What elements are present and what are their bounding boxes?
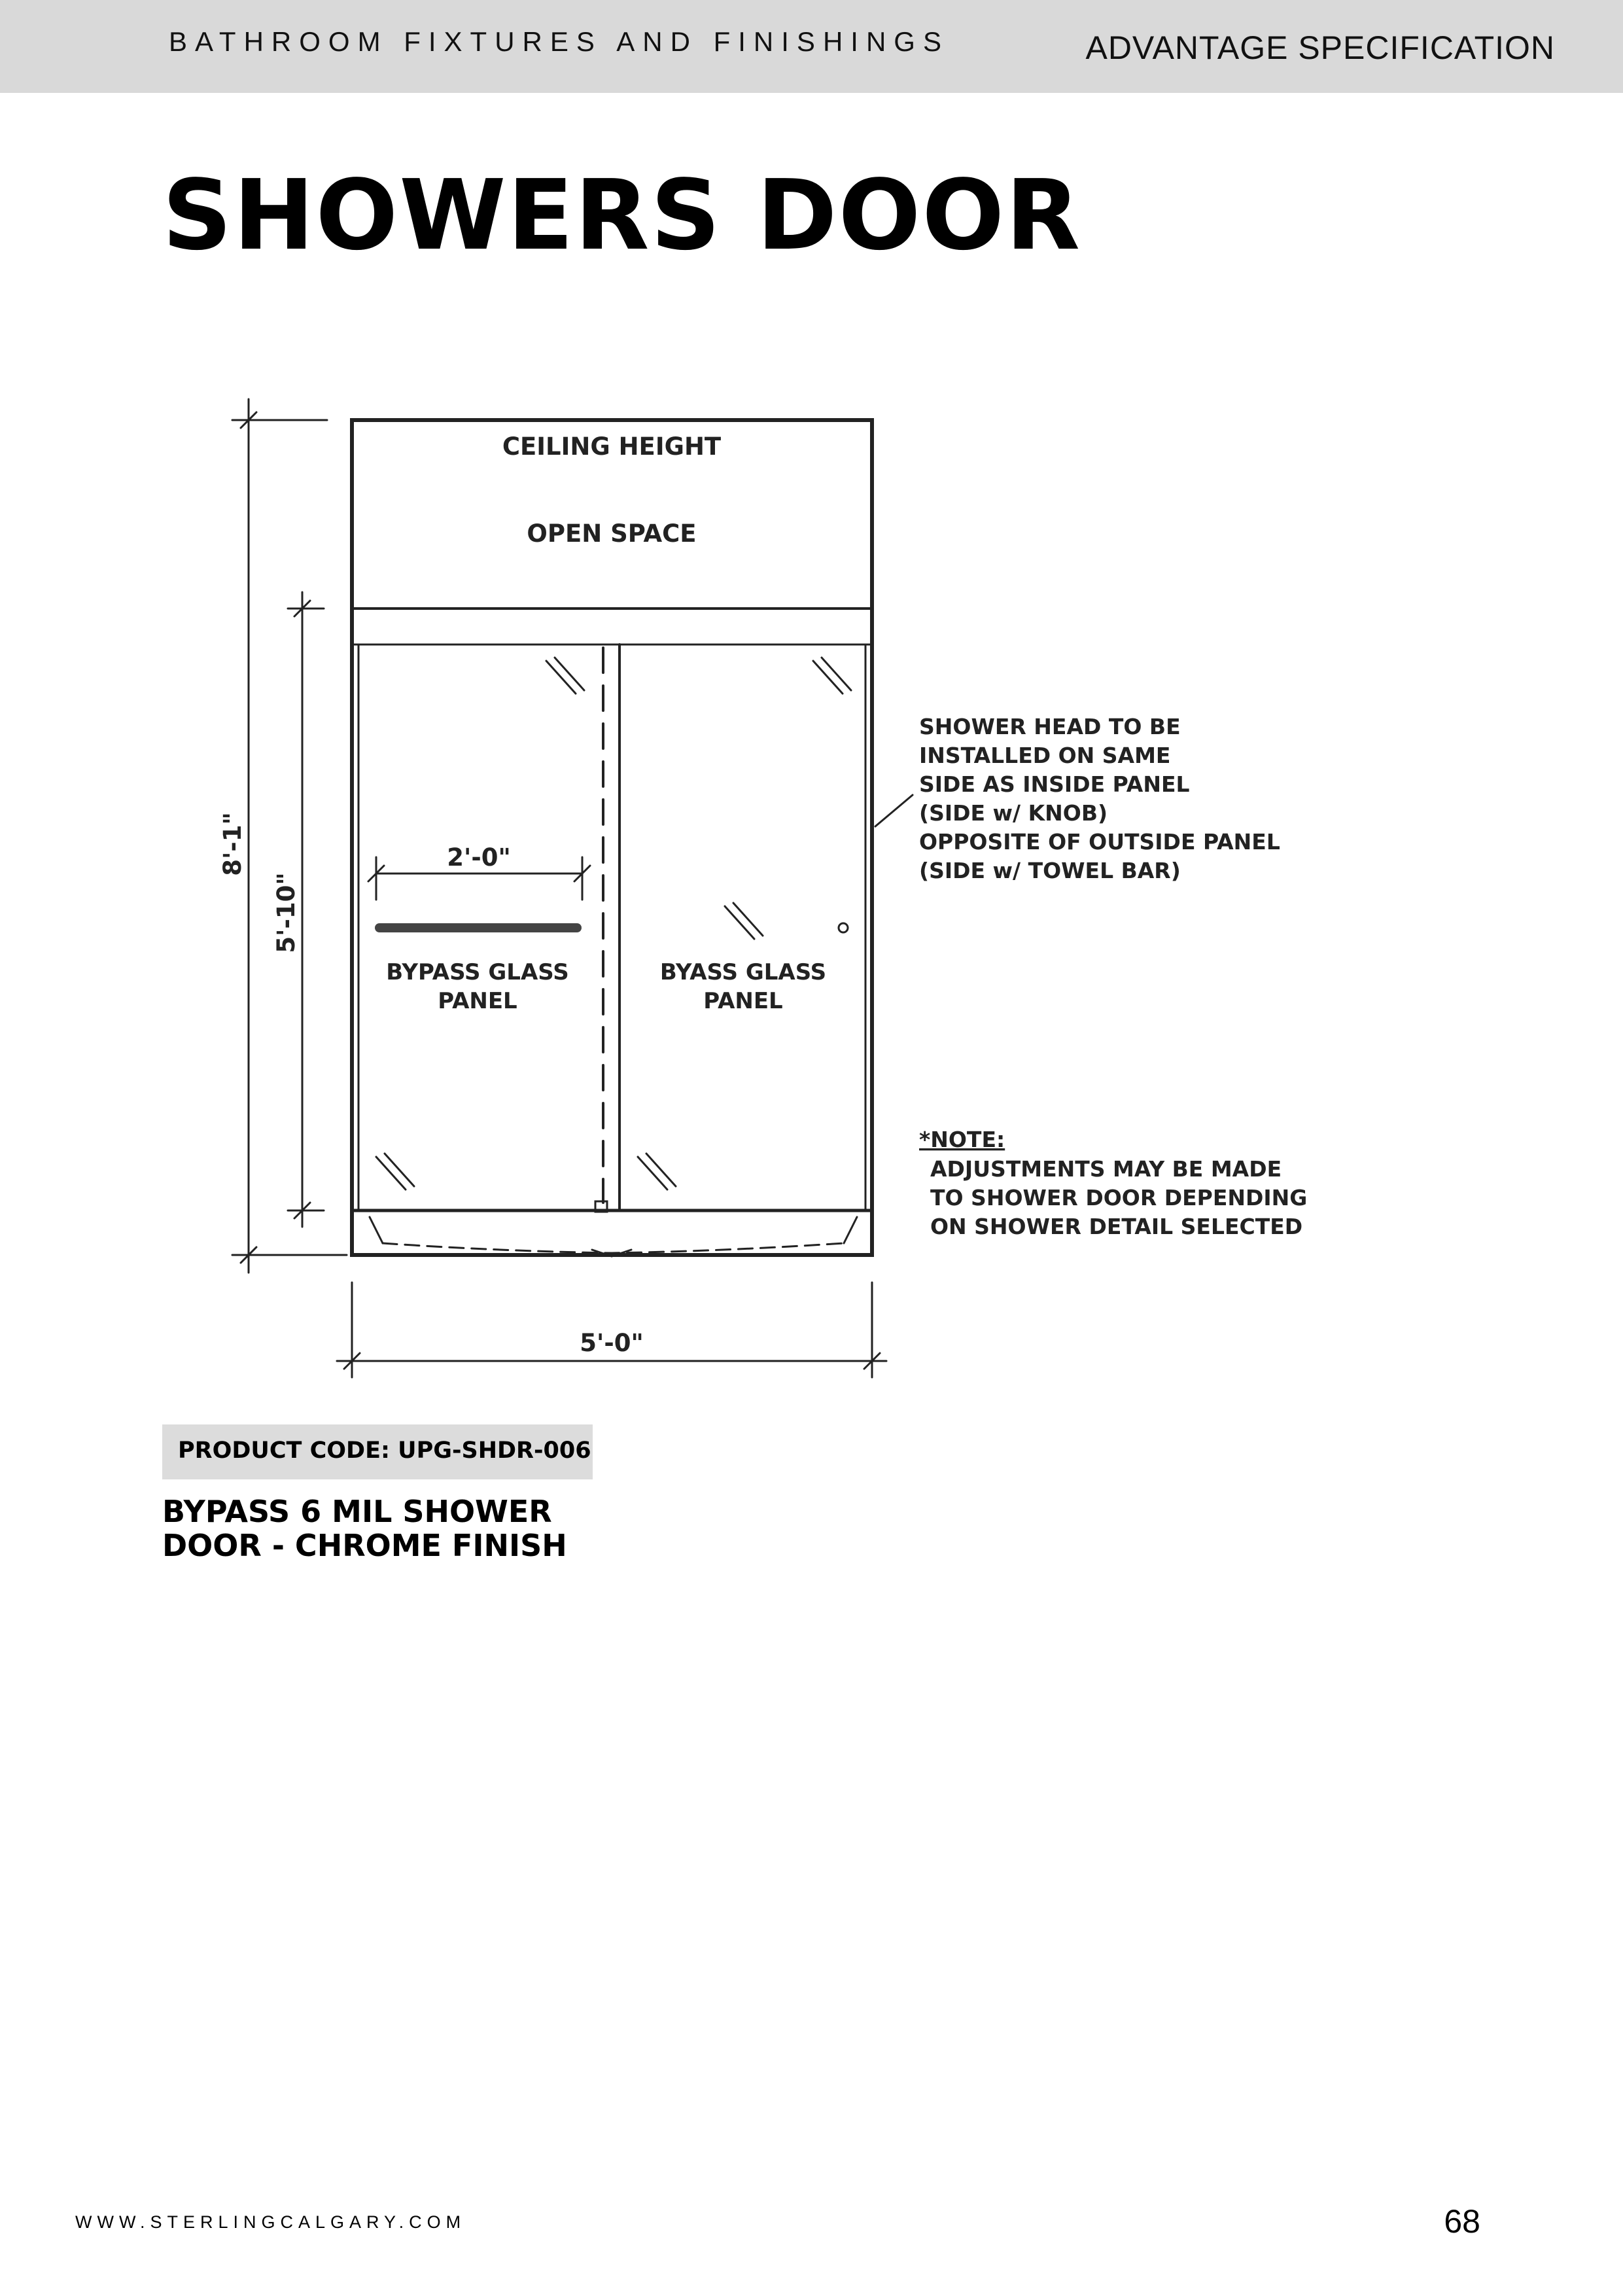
- product-code: PRODUCT CODE: UPG-SHDR-006: [178, 1438, 591, 1464]
- note-line: ON SHOWER DETAIL SELECTED: [930, 1214, 1303, 1239]
- right-panel-label-line2: PANEL: [703, 988, 783, 1014]
- left-panel-label-line2: PANEL: [438, 988, 517, 1014]
- page-number: 68: [1444, 2203, 1480, 2240]
- note-line: ADJUSTMENTS MAY BE MADE: [930, 1156, 1282, 1182]
- door-knob: [839, 923, 848, 932]
- door-height-dimension: 5'-10": [272, 872, 300, 953]
- right-panel-label-line1: BYASS GLASS: [659, 959, 827, 985]
- shower-head-note-line: SIDE AS INSIDE PANEL: [919, 771, 1190, 797]
- shower-head-note-line: SHOWER HEAD TO BE: [919, 714, 1181, 739]
- product-code-badge: [162, 1424, 593, 1479]
- section-title: BATHROOM FIXTURES AND FINISHINGS: [169, 26, 949, 57]
- open-space-label: OPEN SPACE: [527, 520, 697, 548]
- product-name: BYPASS 6 MIL SHOWER DOOR - CHROME FINISH: [162, 1494, 567, 1563]
- panel-width-dimension: 2'-0": [447, 843, 511, 872]
- shower-head-note-line: OPPOSITE OF OUTSIDE PANEL: [919, 829, 1280, 855]
- overall-width-dimension: 5'-0": [580, 1329, 644, 1357]
- footer-website: WWW.STERLINGCALGARY.COM: [75, 2212, 466, 2232]
- shower-head-note-line: (SIDE w/ KNOB): [919, 800, 1108, 826]
- shower-head-note-line: (SIDE w/ TOWEL BAR): [919, 858, 1181, 883]
- page-title: SHOWERS DOOR: [162, 159, 1082, 272]
- shower-head-note-line: INSTALLED ON SAME: [919, 743, 1171, 768]
- ceiling-height-label: CEILING HEIGHT: [502, 433, 722, 461]
- note-leader-line: [875, 795, 913, 826]
- note-line: TO SHOWER DOOR DEPENDING: [930, 1185, 1308, 1210]
- left-panel-label-line1: BYPASS GLASS: [386, 959, 569, 985]
- note-heading: *NOTE:: [919, 1127, 1005, 1152]
- adjustment-note: [919, 1127, 1307, 1239]
- shower-head-note: [919, 714, 1280, 883]
- overall-height-dimension: 8'-1": [218, 812, 247, 876]
- specification-level: ADVANTAGE SPECIFICATION: [1085, 29, 1555, 66]
